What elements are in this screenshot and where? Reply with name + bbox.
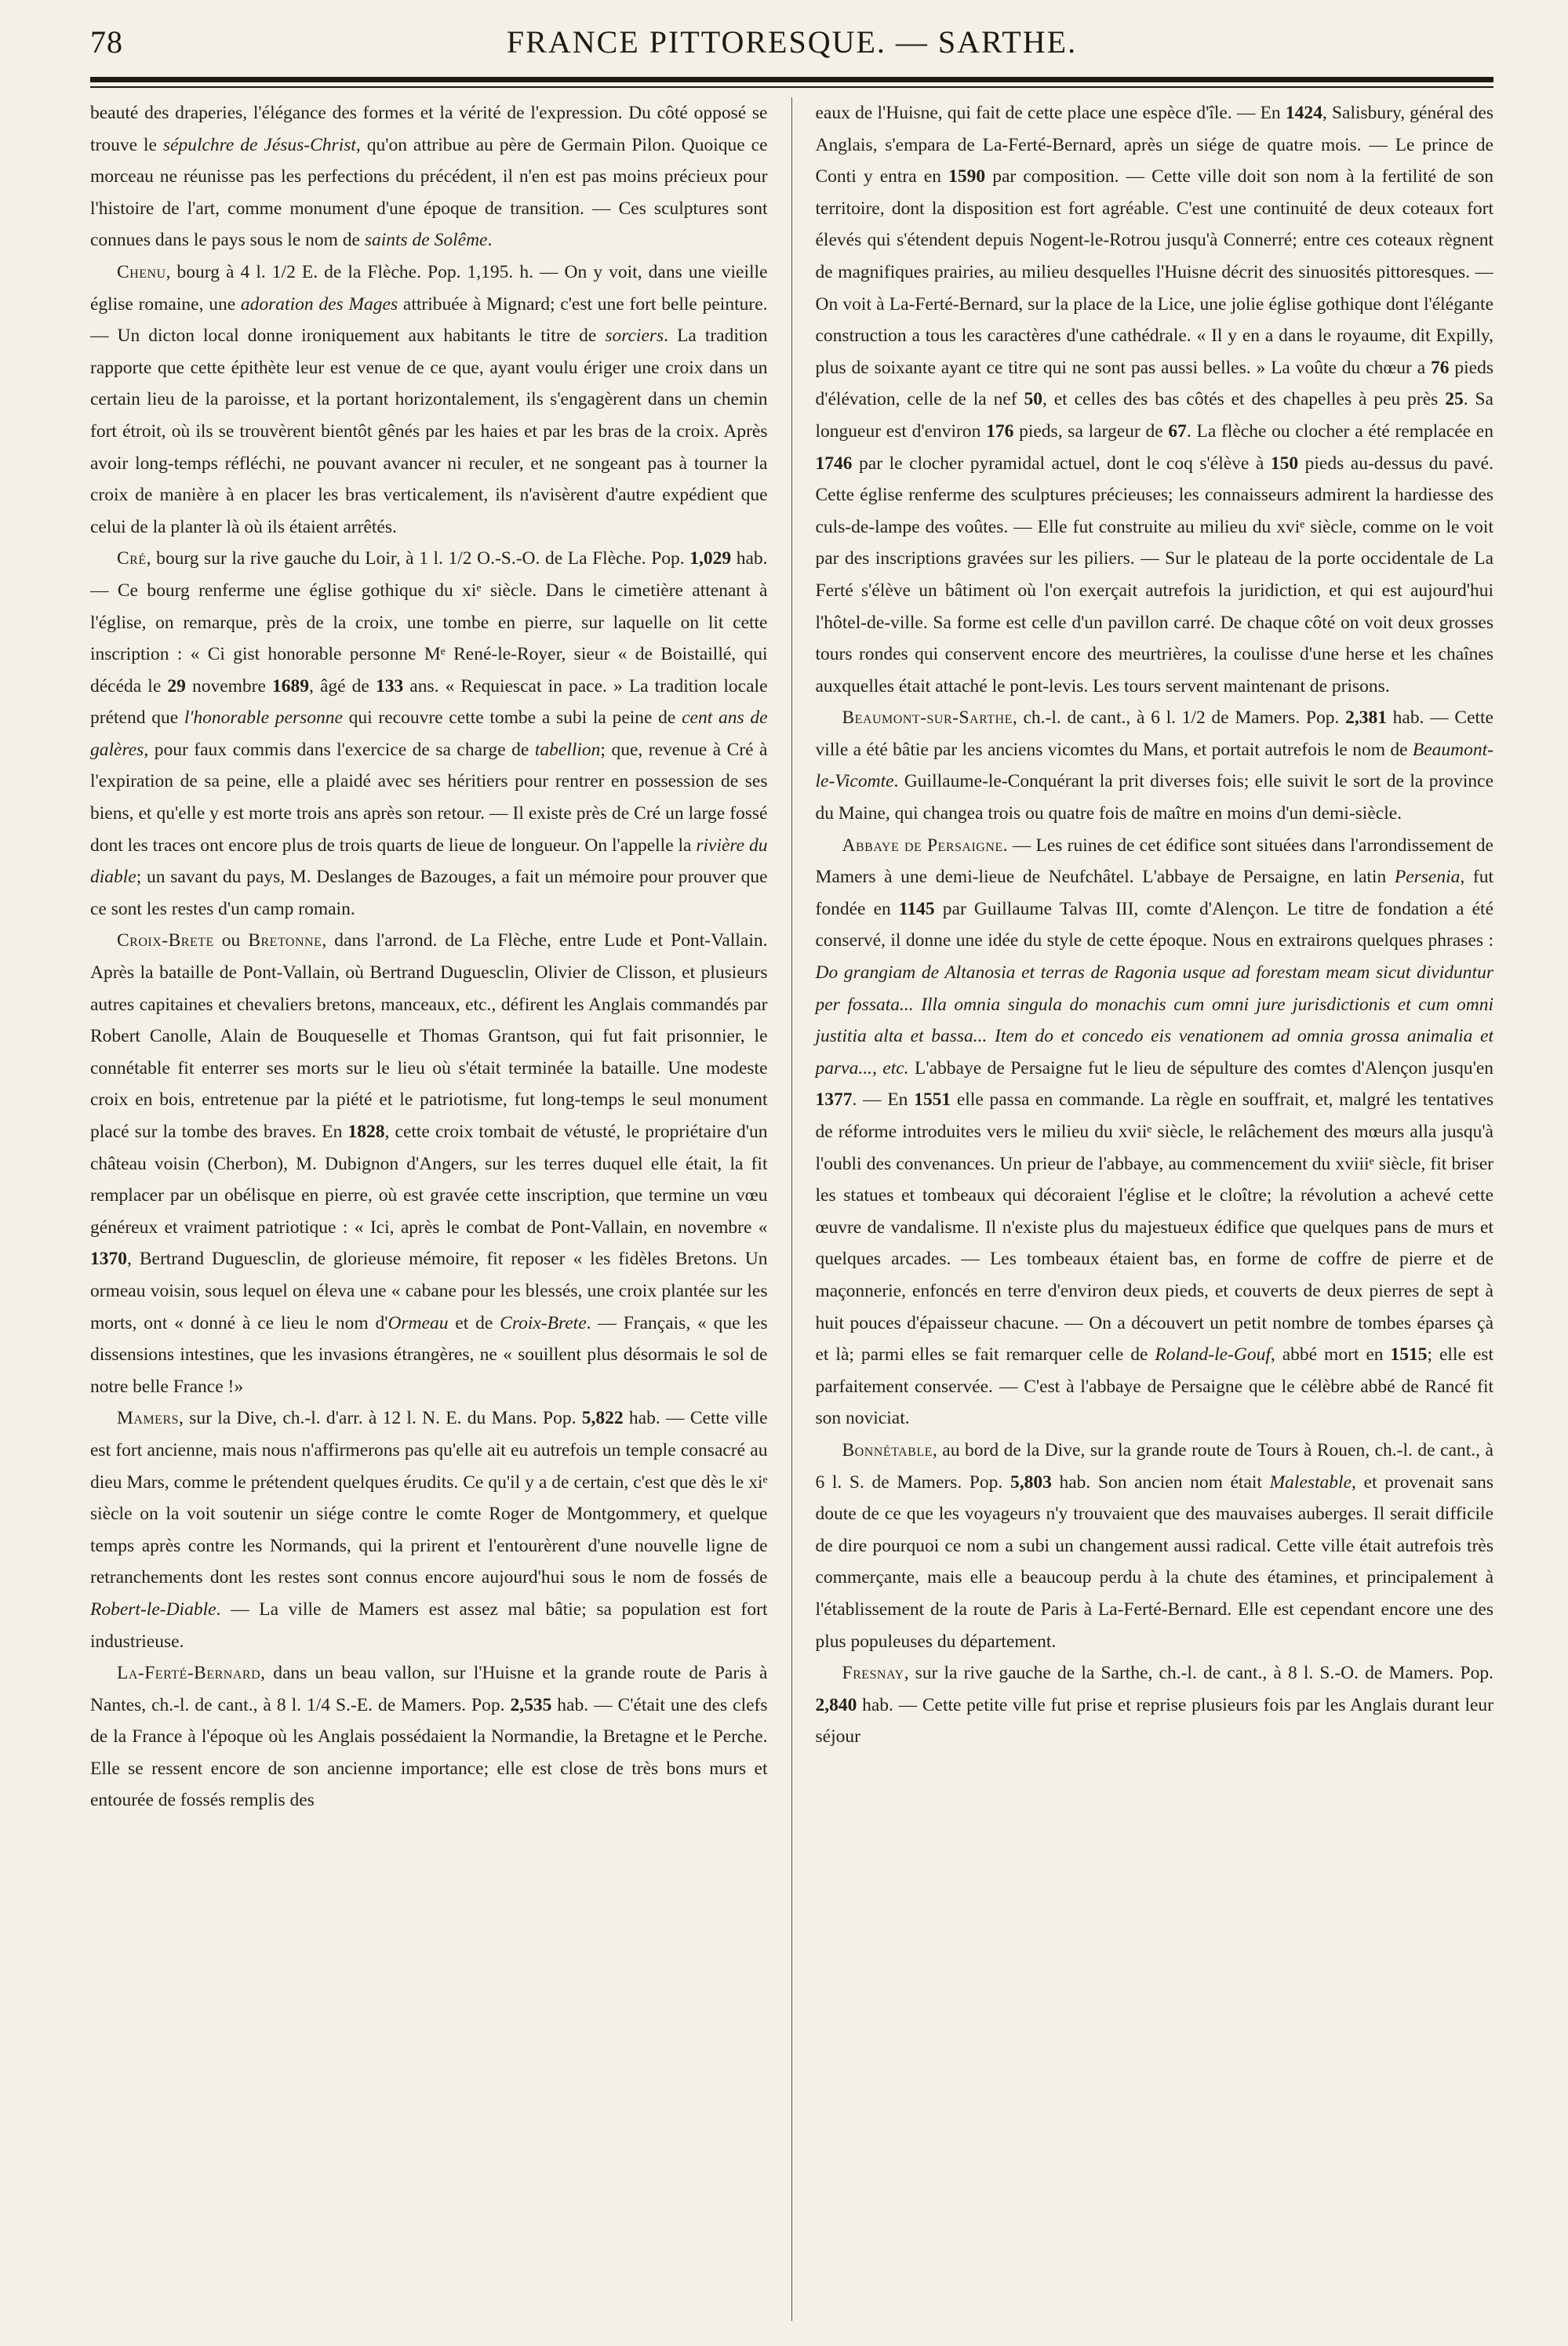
header-rule-thin: [90, 86, 1493, 88]
text-run: hab. — Ce bourg renferme une église gothique du xiᵉ siècle. Dans le cimetière attenant à l'église, on remarque, près de la croix, une tombe en pierre, sur laquelle on lit cette inscription : « Ci gist honorable personne Mᵉ René-le-Royer, sieur « de Boistaillé, qui décéda le: [90, 548, 768, 697]
paragraph: [90, 1402, 768, 1657]
text-run: , âgé de: [309, 675, 376, 697]
text-run: , sur la rive gauche de la Sarthe, ch.-l. de cant., à 8 l. S.-O. de Mamers. Pop.: [904, 1663, 1493, 1684]
text-run: et de: [448, 1312, 500, 1333]
page-header: [90, 24, 1493, 72]
text-run: , Bertrand Duguesclin, de glorieuse mémoire, fit reposer « les fidèles Bretons. Un ormeau voisin, sous lequel on éleva une « cabane pour les blessés, une croix plantée sur les morts, ont « donné à ce lieu le nom d': [90, 1249, 768, 1333]
paragraph: [816, 1435, 1494, 1657]
text-run: . Sa longueur est d'environ: [815, 389, 1493, 442]
text-run: , abbé mort en: [1270, 1344, 1391, 1366]
text-run: Malestable: [1269, 1471, 1352, 1493]
text-run: hab. — Cette petite ville fut prise et reprise plusieurs fois par les Anglais durant leur séjour: [815, 1694, 1493, 1748]
text-run: , cette croix tombait de vétusté, le propriétaire d'un château voisin (Cherbon), M. Dubignon d'Angers, sur les terres duquel elle était, la fit remplacer par un obélisque en pierre, où est gravée cette inscription, que termine un vœu généreux et vraiment patriotique : « Ici, après le combat de Pont-Vallain, en novembre «: [90, 1122, 768, 1238]
text-run: ; un savant du pays, M. Deslanges de Bazouges, a fait un mémoire pour prouver que ce sont les restes d'un camp romain.: [90, 867, 768, 919]
text-run: 1377: [815, 1089, 853, 1111]
entry-title: Chenu: [117, 261, 166, 282]
text-run: 67: [1168, 420, 1187, 442]
text-run: novembre: [185, 675, 273, 697]
text-run: 1145: [898, 898, 935, 919]
text-run: L'abbaye de Persaigne fut le lieu de sépulture des comtes d'Alençon jusqu'en: [908, 1057, 1493, 1078]
text-run: tabellion: [534, 739, 601, 760]
text-columns: [90, 97, 1493, 2321]
text-run: 176: [986, 420, 1014, 442]
text-run: 133: [375, 675, 404, 697]
text-run: , qu'on attribue au père de Germain Pilon. Quoique ce morceau ne réunisse pas les perfections du précédent, il n'en est pas moins précieux pour l'histoire de l'art, comme monument d'une époque de transition. — Ces sculptures sont connues dans le pays sous le nom de: [90, 134, 768, 251]
text-run: par Guillaume Talvas III, comte d'Alençon. Le titre de fondation a été conservé, il donne une idée du style de cette époque. Nous en extrairons quelques phrases :: [815, 898, 1493, 951]
text-run: beauté des draperies, l'élégance des formes et la vérité de l'expression. Du côté opposé se trouve le: [90, 103, 768, 155]
text-run: pieds au-dessus du pavé. Cette église renferme des sculptures précieuses; les connaisseurs admirent la hardiesse des culs-de-lampe des voûtes. — Elle fut construite au milieu du xviᵉ siècle, comme on le voit par des inscriptions gravées sur les piliers. — Sur le plateau de la porte occidentale de La Ferté s'élève un bâtiment où l'on exerçait autrefois la juridiction, et qui est aujourd'hui l'hôtel-de-ville. Sa forme est celle d'un pavillon carré. De chaque côté on voit deux grosses tours rondes qui conservent encore des meurtrières, la coulisse d'une herse et les chaînes auxquelles était attaché le pont-levis. Les tours servent maintenant de prisons.: [815, 453, 1493, 697]
text-run: 1370: [90, 1249, 127, 1270]
paragraph: [90, 925, 768, 1402]
paragraph: [90, 256, 768, 543]
text-run: 50: [1024, 389, 1042, 410]
text-run: 1689: [272, 675, 310, 697]
text-run: rivière du diable: [90, 835, 768, 888]
text-run: 5,822: [581, 1408, 624, 1429]
text-run: 1424: [1285, 103, 1322, 123]
text-run: ; que, revenue à Cré à l'expiration de sa peine, elle a plaidé avec ses héritiers pour rentrer en possession de ses biens, et qu'elle y est morte trois ans après son retour. — Il existe près de Cré un large fossé dont les traces ont encore plus de trois quarts de lieue de longueur. On l'appelle la: [90, 739, 768, 856]
paragraph: [816, 1657, 1494, 1753]
text-run: saints de Solême: [364, 230, 488, 251]
text-run: , ch.-l. de cant., à 6 l. 1/2 de Mamers. Pop.: [1012, 707, 1346, 729]
text-run: qui recouvre cette tombe a subi la peine de: [342, 707, 682, 729]
text-run: 150: [1270, 453, 1299, 474]
paragraph: [816, 702, 1494, 829]
text-run: , et provenait sans doute de ce que les voyageurs n'y trouvaient que des mauvaises auberges. Il serait difficile de dire pourquoi ce nom a subi un changement aussi radical. Cette ville était autrefois très commerçante, mais elle a beaucoup perdu à la chute des étamines, et principalement à l'établissement de la route de Paris à La-Ferté-Bernard. Elle est cependant encore une des plus populeuses du département.: [815, 1471, 1493, 1652]
text-run: attribuée à Mignard; c'est une fort belle peinture. — Un dicton local donne ironiquement aux habitants le titre de: [90, 293, 768, 347]
header-rule-thick: [90, 77, 1493, 82]
text-run: pieds, sa largeur de: [1013, 420, 1169, 442]
text-run: 1746: [815, 453, 853, 474]
text-run: par composition. — Cette ville doit son nom à la fertilité de son territoire, dont la disposition est fort agréable. C'est une continuité de deux coteaux fort élevés qui s'étendent depuis Nogent-le-Rotrou jusqu'à Connerré; entre ces coteaux règnent de magnifiques prairies, au milieu desquelles l'Huisne décrit des sinuosités pittoresques. — On voit à La-Ferté-Bernard, sur la place de la Lice, une jolie église gothique dont l'élégante construction a tous les caractères d'une cathédrale. « Il y en a dans le royaume, dit Expilly, plus de soixante ayant ce titre qui ne sont pas aussi belles. » La voûte du chœur a: [815, 166, 1493, 378]
text-run: 5,803: [1010, 1471, 1052, 1493]
text-run: pieds d'élévation, celle de la nef: [815, 357, 1493, 410]
entry-title: Abbaye de Persaigne: [842, 835, 1003, 856]
page-number: 78: [90, 24, 123, 60]
text-run: .: [487, 230, 493, 251]
text-run: Roland-le-Gouf: [1155, 1344, 1271, 1366]
text-run: par le clocher pyramidal actuel, dont le coq s'élève à: [852, 453, 1271, 474]
left-column: [90, 97, 792, 2321]
text-run: 1,029: [689, 548, 732, 569]
entry-title: Bonnétable: [842, 1439, 933, 1460]
entry-title: Croix-Brete: [117, 930, 214, 951]
entry-title: Bretonne: [248, 930, 322, 951]
text-run: 2,381: [1345, 707, 1387, 729]
text-run: ans. « Requiescat in pace. » La tradition locale prétend que: [90, 675, 768, 729]
text-run: , fut fondée en: [815, 867, 1493, 919]
text-run: hab. — C'était une des clefs de la France à l'époque où les Anglais possédaient la Normandie, la Bretagne et le Perche. Elle se ressent encore de son ancienne importance; elle est close de très bons murs et entourée de fossés remplis des: [90, 1694, 768, 1811]
text-run: Beaumont-le-Vicomte: [815, 739, 1493, 792]
right-column: [792, 97, 1494, 2321]
paragraph: [90, 1657, 768, 1817]
text-run: l'honorable personne: [184, 707, 343, 729]
entry-title: Fresnay: [842, 1663, 904, 1684]
text-run: adoration des Mages: [240, 293, 398, 315]
text-run: eaux de l'Huisne, qui fait de cette place une espèce d'île. — En: [815, 103, 1286, 123]
text-run: . La tradition rapporte que cette épithète leur est venue de ce que, ayant voulu ériger une croix dans un certain lieu de la paroisse, et la portant horizontalement, ils s'engagèrent dans un chemin fort étroit, où ils se trouvèrent bientôt gênés par les haies et par les bras de la croix. Après avoir long-temps réfléchi, ne pouvant avancer ni reculer, et ne songeant pas à tourner la croix de manière à en placer les bras verticalement, ils n'avisèrent d'autre expédient que celui de la planter là où ils étaient arrêtés.: [90, 326, 768, 537]
text-run: , bourg à 4 l. 1/2 E. de la Flèche. Pop. 1,195. h. — On y voit, dans une vieille église romaine, une: [90, 261, 768, 315]
text-run: . — En: [852, 1089, 915, 1111]
text-run: , dans un beau vallon, sur l'Huisne et la grande route de Paris à Nantes, ch.-l. de cant., à 8 l. 1/4 S.-E. de Mamers. Pop.: [90, 1663, 768, 1715]
text-run: . Guillaume-le-Conquérant la prit diverses fois; elle suivit le sort de la province du Maine, qui changea trois ou quatre fois de maître en moins d'un demi-siècle.: [815, 771, 1493, 824]
text-run: . — Français, « que les dissensions intestines, que les invasions étrangères, ne « souillent plus désormais le sol de notre belle France !»: [90, 1312, 768, 1397]
text-run: , Salisbury, général des Anglais, s'empara de La-Ferté-Bernard, après un siége de quatre mois. — Le prince de Conti y entra en: [815, 103, 1493, 187]
text-run: 29: [167, 675, 186, 697]
paragraph: [816, 97, 1494, 702]
paragraph: [90, 97, 768, 256]
text-run: ; elle est parfaitement conservée. — C'est à l'abbaye de Persaigne que le célèbre abbé de Rancé fit son noviciat.: [815, 1344, 1493, 1429]
text-run: , bourg sur la rive gauche du Loir, à 1 l. 1/2 O.-S.-O. de La Flèche. Pop.: [146, 548, 690, 569]
text-run: 2,840: [815, 1694, 857, 1715]
entry-title: Cré: [117, 548, 147, 569]
text-run: 25: [1445, 389, 1464, 410]
text-run: 76: [1431, 357, 1450, 378]
entry-title: Mamers: [117, 1408, 180, 1429]
text-run: cent ans de galères: [90, 707, 768, 760]
text-run: , dans l'arrond. de La Flèche, entre Lude et Pont-Vallain. Après la bataille de Pont-Vallain, où Bertrand Duguesclin, Olivier de Clisson, et plusieurs autres capitaines et chevaliers bretons, manceaux, etc., défirent les Anglais commandés par Robert Canolle, Alain de Bouqueselle et Thomas Grantson, qui fut fait prisonnier, le connétable fit enterrer ses morts sur le lieu où s'était terminée la bataille. Une modeste croix en bois, entretenue par la piété et le patriotisme, fut long-temps le seul monument placé sur la tombe des braves. En: [90, 930, 768, 1142]
text-run: sépulchre de Jésus-Christ: [162, 134, 356, 155]
text-run: 2,535: [510, 1694, 552, 1715]
text-run: Robert-le-Diable: [90, 1599, 216, 1620]
paragraph: [816, 830, 1494, 1435]
text-run: sorciers: [605, 326, 664, 347]
text-run: Croix-Brete: [500, 1312, 587, 1333]
paragraph: [90, 543, 768, 925]
text-run: hab. Son ancien nom était: [1051, 1471, 1270, 1493]
text-run: , pour faux commis dans l'exercice de sa charge de: [144, 739, 535, 760]
text-run: hab. — Cette ville est fort ancienne, mais nous n'affirmerons pas qu'elle ait eu autrefois un temple consacré au dieu Mars, comme le prétendent quelques érudits. Ce qu'il y a de certain, c'est que dès le xiᵉ siècle on la voit soutenir un siége contre le comte Roger de Montgommery, et quelque temps après contre les Normands, qui la prirent et l'entourèrent d'une nouvelle ligne de retranchements dont les restes sont connus encore aujourd'hui sous le nom de fossés de: [90, 1408, 768, 1588]
text-run: elle passa en commande. La règle en souffrait, et, malgré les tentatives de réforme introduites vers le milieu du xviiᵉ siècle, le relâchement des mœurs alla jusqu'à l'oubli des convenances. Un prieur de l'abbaye, au commencement du xviiiᵉ siècle, fit briser les statues et tombeaux qui décoraient l'église et le cloître; la révolution a achevé cette œuvre de vandalisme. Il n'existe plus du majestueux édifice que quelques pans de murs et quelques arcades. — Les tombeaux étaient bas, en forme de coffre de pierre et de maçonnerie, enfoncés en terre d'environ deux pieds, et couverts de deux pierres de sept à huit pouces d'épaisseur chacune. — On a découvert un petit nombre de tombes éparses çà et là; parmi elles se fait remarquer celle de: [815, 1089, 1493, 1366]
text-run: ou: [213, 930, 249, 951]
text-run: . — Les ruines de cet édifice sont situées dans l'arrondissement de Mamers à une demi-lieue de Neufchâtel. L'abbaye de Persaigne, en latin: [815, 835, 1493, 888]
text-run: 1515: [1390, 1344, 1428, 1366]
text-run: , au bord de la Dive, sur la grande route de Tours à Rouen, ch.-l. de cant., à 6 l. S. de Mamers. Pop.: [815, 1439, 1493, 1493]
text-run: hab. — Cette ville a été bâtie par les anciens vicomtes du Mans, et portait autrefois le nom de: [815, 707, 1493, 760]
entry-title: La-Ferté-Bernard: [117, 1663, 261, 1684]
text-run: Persenia: [1394, 867, 1461, 888]
text-run: . La flèche ou clocher a été remplacée en: [1186, 420, 1493, 442]
text-run: Do grangiam de Altanosia et terras de Ragonia usque ad forestam meam sicut dividuntur per fossata... Illa omnia singula do monachis cum omni jure jurisdictionis et cum omni justitia alta et bassa... Item do et concedo eis venationem ad omnia grossa animalia et parva..., etc.: [815, 962, 1493, 1078]
text-run: 1551: [914, 1089, 951, 1111]
text-run: , sur la Dive, ch.-l. d'arr. à 12 l. N. E. du Mans. Pop.: [179, 1408, 582, 1429]
text-run: 1828: [347, 1122, 385, 1142]
text-run: Ormeau: [387, 1312, 449, 1333]
text-run: . — La ville de Mamers est assez mal bâtie; sa population est fort industrieuse.: [90, 1599, 768, 1652]
text-run: 1590: [948, 166, 986, 187]
text-run: , et celles des bas côtés et des chapelles à peu près: [1042, 389, 1446, 410]
running-title: FRANCE PITTORESQUE. — SARTHE.: [506, 24, 1078, 60]
entry-title: Beaumont-sur-Sarthe: [842, 707, 1013, 729]
